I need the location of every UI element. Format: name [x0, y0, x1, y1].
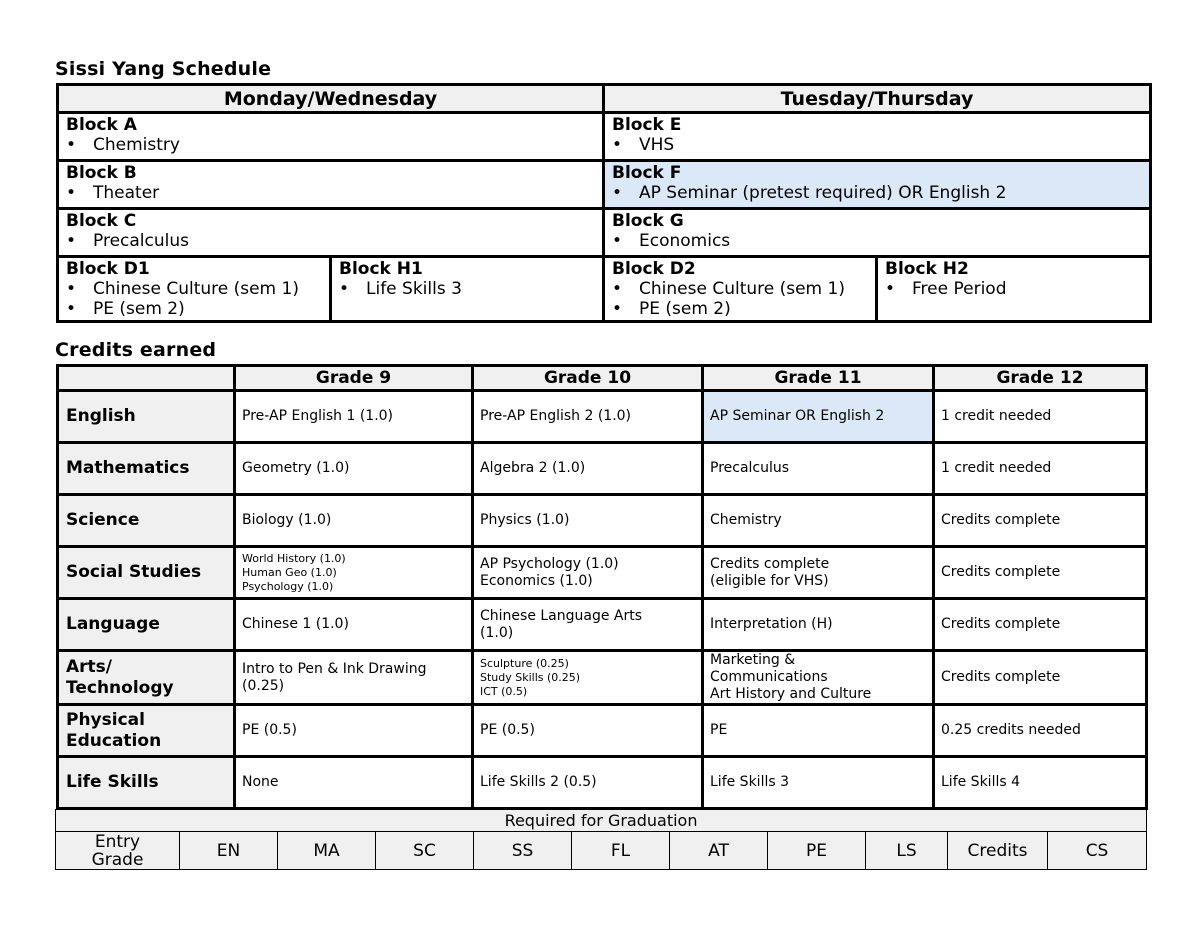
block-label: Block C [66, 211, 137, 231]
grade-cell: Pre-AP English 1 (1.0) [235, 391, 473, 443]
block-label: Block D1 [66, 259, 150, 279]
grade-cell: 1 credit needed [934, 391, 1147, 443]
block-h2-cell [877, 257, 1151, 322]
block-d2-cell [604, 257, 877, 322]
block-g-cell [604, 209, 1151, 257]
block-label: Block F [612, 163, 682, 183]
table-row [58, 391, 1147, 443]
course-item: • AP Seminar (pretest required) OR English 2 [612, 183, 1142, 203]
col-en: EN [180, 832, 278, 870]
course-line: Psychology (1.0) [242, 579, 334, 593]
credits-title: Credits earned [55, 339, 217, 361]
block-h1-cell [331, 257, 604, 322]
subject-language: Language [58, 599, 235, 651]
table-row [58, 705, 1147, 757]
col-ls: LS [866, 832, 948, 870]
subject-line: Arts/ [66, 656, 112, 677]
grade-cell: Chemistry [703, 495, 934, 547]
course-line: AP Psychology (1.0) [480, 555, 619, 572]
block-a-cell [58, 113, 604, 161]
grade-cell [473, 651, 703, 705]
subject-english: English [58, 391, 235, 443]
grade-cell: Life Skills 2 (0.5) [473, 757, 703, 809]
graduation-table [55, 809, 1147, 870]
block-label: Block G [612, 211, 684, 231]
course-item: • VHS [612, 135, 1142, 155]
col-pe: PE [768, 832, 866, 870]
grade-cell: Precalculus [703, 443, 934, 495]
grade-cell [235, 651, 473, 705]
table-row [58, 495, 1147, 547]
grade-cell: 1 credit needed [934, 443, 1147, 495]
grade-cell [473, 599, 703, 651]
grade-cell [703, 547, 934, 599]
block-label: Block H1 [339, 259, 423, 279]
col-at: AT [670, 832, 768, 870]
course-item: • Chinese Culture (sem 1) [612, 279, 868, 299]
course-line: ICT (0.5) [480, 684, 528, 698]
block-label: Block H2 [885, 259, 969, 279]
grade-cell: Biology (1.0) [235, 495, 473, 547]
table-row [58, 757, 1147, 809]
entry-grade-line: Entry [94, 831, 141, 852]
credits-table [56, 364, 1148, 810]
grade-cell: Credits complete [934, 495, 1147, 547]
grade-cell: PE (0.5) [235, 705, 473, 757]
grade-cell: PE [703, 705, 934, 757]
block-d1-cell [58, 257, 331, 322]
subject-science: Science [58, 495, 235, 547]
grade-cell: Credits complete [934, 651, 1147, 705]
course-line: Art History and Culture [710, 686, 872, 702]
page-title: Sissi Yang Schedule [55, 58, 272, 80]
header-monday-wednesday: Monday/Wednesday [58, 85, 604, 113]
header-tuesday-thursday: Tuesday/Thursday [604, 85, 1151, 113]
subject-physical-education [58, 705, 235, 757]
grade-cell: 0.25 credits needed [934, 705, 1147, 757]
subject-life-skills: Life Skills [58, 757, 235, 809]
course-line: (eligible for VHS) [710, 572, 829, 589]
col-sc: SC [376, 832, 474, 870]
table-row [58, 443, 1147, 495]
course-item: • PE (sem 2) [66, 299, 322, 319]
block-b-cell [58, 161, 604, 209]
grade-cell: PE (0.5) [473, 705, 703, 757]
graduation-title: Required for Graduation [56, 810, 1147, 832]
table-row [58, 547, 1147, 599]
grade-cell: Credits complete [934, 599, 1147, 651]
block-e-cell [604, 113, 1151, 161]
subject-arts-technology [58, 651, 235, 705]
course-line: (1.0) [480, 624, 514, 641]
schedule-table [56, 83, 1152, 323]
grade-cell: Algebra 2 (1.0) [473, 443, 703, 495]
table-row [58, 651, 1147, 705]
corner-cell [58, 366, 235, 391]
course-item: • Free Period [885, 279, 1142, 299]
block-label: Block E [612, 115, 682, 135]
entry-grade-header [56, 832, 180, 870]
course-line: Communications [710, 669, 828, 685]
grade-cell: Pre-AP English 2 (1.0) [473, 391, 703, 443]
grade-cell: Credits complete [934, 547, 1147, 599]
course-line: (0.25) [242, 677, 285, 694]
course-item: • Economics [612, 231, 1142, 251]
block-f-cell [604, 161, 1151, 209]
subject-line: Physical [66, 709, 145, 730]
block-label: Block A [66, 115, 137, 135]
grade-cell: Geometry (1.0) [235, 443, 473, 495]
block-label: Block B [66, 163, 137, 183]
grade-cell: Chinese 1 (1.0) [235, 599, 473, 651]
grade-cell [473, 547, 703, 599]
grade-cell: Physics (1.0) [473, 495, 703, 547]
col-fl: FL [572, 832, 670, 870]
subject-line: Technology [66, 677, 174, 698]
grade-cell: Life Skills 4 [934, 757, 1147, 809]
col-ss: SS [474, 832, 572, 870]
course-item: • Chinese Culture (sem 1) [66, 279, 322, 299]
header-grade-9: Grade 9 [235, 366, 473, 391]
col-ma: MA [278, 832, 376, 870]
col-credits: Credits [948, 832, 1048, 870]
table-row [58, 599, 1147, 651]
course-item: • Life Skills 3 [339, 279, 595, 299]
course-item: • Precalculus [66, 231, 595, 251]
course-line: Sculpture (0.25) [480, 656, 569, 670]
subject-social-studies: Social Studies [58, 547, 235, 599]
subject-mathematics: Mathematics [58, 443, 235, 495]
header-grade-11: Grade 11 [703, 366, 934, 391]
grade-cell [703, 651, 934, 705]
entry-grade-line: Grade [91, 849, 144, 870]
block-c-cell [58, 209, 604, 257]
course-line: World History (1.0) [242, 551, 346, 565]
grade-cell: AP Seminar OR English 2 [703, 391, 934, 443]
course-line: Study Skills (0.25) [480, 670, 581, 684]
course-item: • PE (sem 2) [612, 299, 868, 319]
course-line: Economics (1.0) [480, 572, 593, 589]
header-grade-10: Grade 10 [473, 366, 703, 391]
course-item: • Theater [66, 183, 595, 203]
course-line: Marketing & [710, 652, 796, 668]
course-line: Credits complete [710, 555, 830, 572]
subject-line: Education [66, 730, 162, 751]
grade-cell: None [235, 757, 473, 809]
col-cs: CS [1048, 832, 1147, 870]
course-item: • Chemistry [66, 135, 595, 155]
grade-cell: Life Skills 3 [703, 757, 934, 809]
grade-cell: Interpretation (H) [703, 599, 934, 651]
course-line: Chinese Language Arts [480, 607, 643, 624]
course-line: Intro to Pen & Ink Drawing [242, 660, 427, 677]
block-label: Block D2 [612, 259, 696, 279]
grade-cell [235, 547, 473, 599]
header-grade-12: Grade 12 [934, 366, 1147, 391]
course-line: Human Geo (1.0) [242, 565, 337, 579]
